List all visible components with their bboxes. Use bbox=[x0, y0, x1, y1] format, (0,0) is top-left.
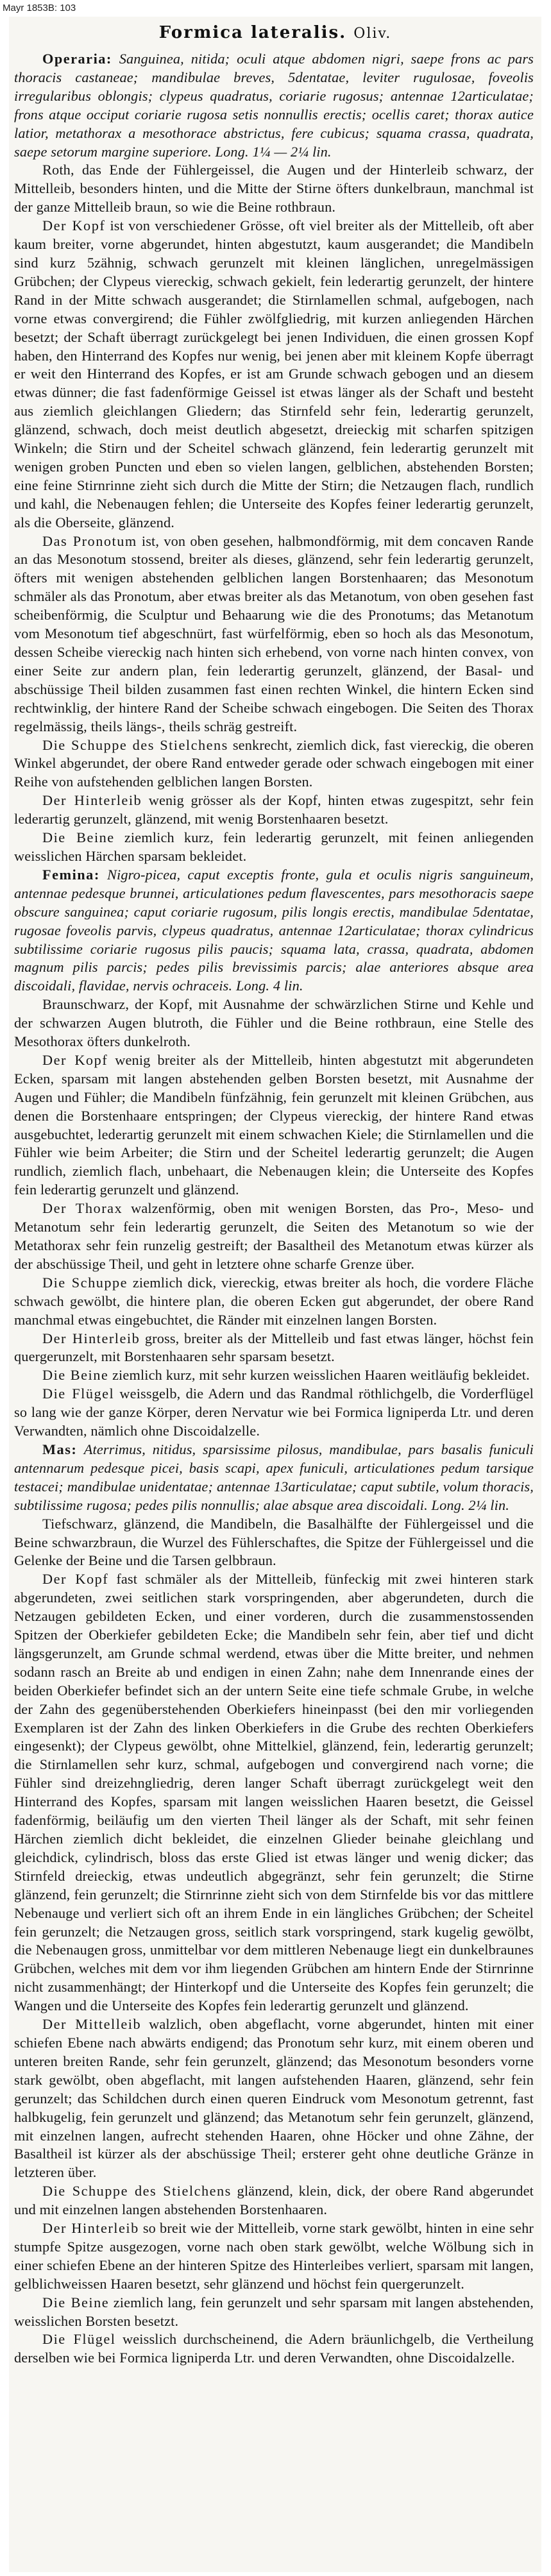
species-author: Oliv. bbox=[353, 26, 392, 42]
paragraph-text: weissgelb, die Adern und das Randmal röthlichgelb, die Vorderflügel so lang wie der ganze Körper, deren Nervatur wie bei Formica ligniperda Ltr. und deren Verwandten, nämlich ohne Discoidalzelle. bbox=[14, 1385, 534, 1439]
paragraph-text: Tiefschwarz, glänzend, die Mandibeln, die Basalhälfte der Fühlergeissel und die Beine schwarzbraun, die Wurzel des Fühlerschaftes, die Spitze der Fühlergeissel und die Gelenke der Beine und die Tarsen gelbbraun. bbox=[14, 1515, 534, 1569]
paragraph-lead: Die Flügel bbox=[42, 2331, 116, 2348]
paragraph-text: ziemlich lang, fein gerunzelt und sehr sparsam mit langen abstehenden, weisslichen Borsten besetzt. bbox=[14, 2294, 534, 2329]
paragraph-text: weisslich durchscheinend, die Adern bräunlichgelb, die Vertheilung derselben wie bei Formica ligniperda Ltr. und deren Verwandten, ohne Discoidalzelle. bbox=[14, 2331, 534, 2366]
paragraph bbox=[14, 1570, 534, 2015]
paragraph-lead: Das Pronotum bbox=[42, 532, 137, 549]
paragraph-lead: Die Beine bbox=[42, 2294, 110, 2310]
paragraph-text: ziemlich dick, viereckig, etwas breiter als hoch, die vordere Fläche schwach gewölbt, die hintere plan, die oberen Ecken gut abgerundet, der obere Rand manchmal etwas eingebuchtet, die Ränder mit einzelnen langen Borsten. bbox=[14, 1274, 534, 1328]
paragraph-lead: Die Flügel bbox=[42, 1385, 115, 1402]
paragraph bbox=[14, 1441, 534, 1515]
paragraph-lead: Der Mittelleib bbox=[42, 2016, 142, 2033]
paragraph-text: ziemlich kurz, fein lederartig gerunzelt, mit feinen anliegenden weisslichen Härchen sparsam bekleidet. bbox=[14, 829, 534, 864]
paragraph bbox=[14, 866, 534, 996]
paragraph-lead: Operaria: bbox=[42, 51, 112, 67]
paragraph-text: gross, breiter als der Mittelleib und fast etwas länger, höchst fein quergerunzelt, mit Borstenhaaren sehr sparsam besetzt. bbox=[14, 1330, 534, 1365]
paragraph bbox=[14, 1385, 534, 1441]
paragraph-text: ziemlich kurz, mit sehr kurzen weisslichen Haaren weitläufig bekleidet. bbox=[112, 1367, 530, 1384]
paragraph-text: Aterrimus, nitidus, sparsissime pilosus, mandibulae, pars basalis funiculi antennarum pedesque picei, basis scapi, apex funiculi, articulationes pedum tarsique testacei; mandibulae unidentatae; antennae 13articulatae; caput subtile, volum thoracis, subtilissime rugosa; pedes pilis nonnullis; alae absque area discoidali. Long. 2¼ lin. bbox=[14, 1441, 534, 1513]
paragraph bbox=[14, 50, 534, 161]
paragraph-lead: Die Schuppe bbox=[42, 1274, 128, 1291]
paragraph-text: fast schmäler als der Mittelleib, fünfeckig mit zwei hinteren stark abgerundeten, zwei seitlichen stark vorspringenden, aber abgerundeten, durch die Netzaugen gebildeten Ecken, und einer vorderen, durch die zusammenstossenden Spitzen der Oberkiefer gebildeten Ecke; die Mandibeln sehr fein, aber tief und dicht längsgerunzelt, am Grunde schmal werdend, etwas über die Mitte breiter, und nehmen sodann rasch an Breite ab und endigen in einen Zahn; nahe dem Innenrande eines der beiden Oberkiefer befindet sich an der untern Seite eine tiefe schmale Grube, in welche der Zahn des gegenüberstehenden Oberkiefers hineinpasst (bei den mir vorliegenden Exemplaren ist der Zahn des linken Oberkiefers in die Grube des rechten Oberkiefers eingesenkt); der Clypeus gewölbt, ohne Mittelkiel, glänzend, fein, lederartig gerunzelt; die Stirnlamellen sehr kurz, schmal, aufgebogen und convergirend nach vorne; die Fühler sind dreizehngliedrig, deren langer Schaft überragt zurückgelegt weit den Hinterrand des Kopfes, sparsam mit langen weisslichen Haaren besetzt, die Geissel fadenförmig, beiläufig um den vierten Theil länger als der Schaft, mit sehr feinen Härchen ziemlich dicht bekleidet, die einzelnen Glieder beinahe gleichlang und gleichdick, cylindrisch, bloss das erste Glied ist etwas länger und wenig dicker; das Stirnfeld dreieckig, etwas undeutlich abgegränzt, sehr fein gerunzelt; die Stirne glänzend, fein gerunzelt; die Stirnrinne zieht sich von dem Stirnfelde bis vor das mittlere Nebenauge und verliert sich oft an ihrem Ende in ein längliches Grübchen; der Scheitel fein gerunzelt; die Netzaugen gross, seitlich stark vorspringend, stark kugelig gewölbt, die Nebenaugen gross, unmittelbar vor dem mittleren Nebenauge liegt ein dunkelbraunes Grübchen, welches mit dem vor ihm liegenden Grübchen am hintern Ende der Stirnrinne nicht zusammenhängt; der Hinterkopf und die Unterseite des Kopfes fein gerunzelt; die Wangen und die Unterseite des Kopfes fein lederartig gerunzelt und glänzend. bbox=[14, 1571, 534, 2014]
scanned-page bbox=[9, 17, 541, 2572]
paragraph bbox=[14, 996, 534, 1051]
paragraph bbox=[14, 2182, 534, 2219]
paragraph-text: glänzend, klein, dick, der obere Rand abgerundet und mit einzelnen langen abstehenden Borstenhaaren. bbox=[14, 2183, 534, 2218]
paragraph-lead: Der Kopf bbox=[42, 1051, 108, 1068]
paragraph-lead: Der Kopf bbox=[42, 1571, 109, 1588]
paragraph-text: Nigro-picea, caput exceptis fronte, gula et oculis nigris sanguineum, antennae pedesque brunnei, articulationes pedum flavescentes, pars mesothoracis saepe obscure sanguinea; caput coriarie rugosum, pilis longis erectis, mandibulae 5dentatae, rugosae foveolis parvis, clypeus quadratus, antennae 12articulatae; thorax cylindricus subtilissime coriarie rugosus pilis paucis; squama lata, crassa, quadrata, abdomen magnum pilis parcis; pedes pilis brevissimis parcis; alae anteriores absque area discoidali, flavidae, nervis ochraceis. Long. 4 lin. bbox=[14, 866, 534, 994]
paragraph bbox=[14, 161, 534, 217]
paragraph-text: Roth, das Ende der Fühlergeissel, die Augen und der Hinterleib schwarz, der Mittelleib, besonders hinten, und die Mitte der Stirne öfters dunkelbraun, manchmal ist der ganze Mittelleib braun, so wie die Beine rothbraun. bbox=[14, 162, 534, 216]
paragraph-lead: Die Beine bbox=[42, 1367, 109, 1384]
paragraph-text: senkrecht, ziemlich dick, fast viereckig, die oberen Winkel abgerundet, der obere Rand entweder gerade oder schwach eingebogen mit einer Reihe von aufstehenden gelblichen langen Borsten. bbox=[14, 736, 534, 790]
paragraph bbox=[14, 736, 534, 792]
paragraph bbox=[14, 1199, 534, 1274]
paragraph bbox=[14, 2294, 534, 2331]
paragraph-lead: Mas: bbox=[42, 1441, 78, 1457]
paragraph bbox=[14, 1515, 534, 1571]
paragraph-text: wenig breiter als der Mittelleib, hinten abgestutzt mit abgerundeten Ecken, sparsam mit langen abstehenden gelben Borsten besetzt, mit Ausnahme der Augen und Fühler; die Mandibeln fünfzähnig, fein gerunzelt mit kleinen Grübchen, aus denen die Borstenhaare entspringen; der Clypeus viereckig, der hintere Rand etwas ausgebuchtet, lederartig gerunzelt mit einem schwachen Kiele; die Stirnlamellen und die Fühler wie beim Arbeiter; die Stirn und der Scheitel lederartig gerunzelt; die Augen rundlich, ziemlich flach, unbehaart, die Nebenaugen klein; die Unterseite des Kopfes fein lederartig gerunzelt und glänzend. bbox=[14, 1051, 534, 1198]
paragraph-text: Braunschwarz, der Kopf, mit Ausnahme der schwärzlichen Stirne und Kehle und der schwarzen Augen blutroth, die Fühler und die Beine rothbraun, eine Stelle des Mesothorax öfters dunkelroth. bbox=[14, 996, 534, 1050]
page-label: Mayr 1853B: 103 bbox=[3, 3, 76, 13]
paragraph bbox=[14, 217, 534, 532]
paragraph-lead: Der Kopf bbox=[42, 217, 106, 234]
paragraph bbox=[14, 1274, 534, 1330]
paragraph bbox=[14, 1051, 534, 1199]
paragraph-lead: Der Hinterleib bbox=[42, 1330, 140, 1346]
paragraph-lead: Der Hinterleib bbox=[42, 2220, 139, 2237]
paragraph-lead: Der Hinterleib bbox=[42, 792, 142, 809]
paragraph-text: ist, von oben gesehen, halbmondförmig, mit dem concaven Rande an das Mesonotum stossend, breiter als dieses, glänzend, sehr fein lederartig gerunzelt, öfters mit wenigen abstehenden gelblichen langen Borstenhaaren; das Mesonotum schmäler als das Pronotum, aber etwas breiter als das Metanotum, von oben gesehen fast scheibenförmig, die Sculptur und Behaarung wie die des Pronotums; das Metanotum vom Mesonotum tief abgeschnürt, fast würfelförmig, eben so hoch als das Mesonotum, dessen Scheibe viereckig nach hinten sich erhebend, von vorne nach hinten convex, von einer Seite zur andern plan, fein lederartig gerunzelt, glänzend, der Basal- und abschüssige Theil bilden zusammen fast einen rechten Winkel, die hintern Ecken sind rechtwinklig, der hintere Rand der Scheibe schwach eingebogen. Die Seiten des Thorax regelmässig, theils längs-, theils schräg gestreift. bbox=[14, 532, 534, 734]
paragraph bbox=[14, 792, 534, 829]
paragraph-lead: Die Schuppe des Stielchens bbox=[42, 736, 228, 753]
paragraph-lead: Die Schuppe des Stielchens bbox=[42, 2183, 232, 2199]
paragraph bbox=[14, 1366, 534, 1385]
paragraph bbox=[14, 2219, 534, 2294]
paragraph-text: ist von verschiedener Grösse, oft viel breiter als der Mittelleib, oft aber kaum breiter, vorne abgerundet, hinten abgestutzt, kaum ausgerandet; die Mandibeln sind kurz 5zähnig, schwach gerunzelt mit kleinen länglichen, unregelmässigen Grübchen; der Clypeus viereckig, schwach gekielt, fein lederartig gerunzelt, der hintere Rand in der Mitte schwach ausgerandet; die Stirnlamellen schmal, aufgebogen, nach vorne etwas convergirend; die Fühler zwölfgliedrig, mit kurzen anliegenden Härchen besetzt; der Schaft überragt zurückgelegt bei jenen Individuen, die einen grossen Kopf haben, den Hinterrand des Kopfes nur wenig, bei jenen aber mit kleinem Kopfe überragt er weit den Hinterrand des Kopfes, er ist am Grunde schwach gebogen und an diesem etwas dünner; die fast fadenförmige Geissel ist etwas länger als der Schaft und besteht aus ziemlich gleichlangen Gliedern; das Stirnfeld sehr fein, lederartig gerunzelt, glänzend, schwach, doch meist deutlich abgesetzt, dreieckig mit scharfen spitzigen Winkeln; die Stirn und der Scheitel schwach glänzend, fein lederartig gerunzelt mit wenigen groben Puncten und eben so vielen langen, gelblichen, abstehenden Borsten; eine feine Stirnrinne zieht sich durch die Mitte der Stirn; die Netzaugen flach, rundlich und kahl, die Nebenaugen fehlen; die Unterseite des Kopfes feiner lederartig gerunzelt, als die Oberseite, glänzend. bbox=[14, 217, 534, 530]
paragraph-lead: Femina: bbox=[42, 866, 100, 883]
paragraph bbox=[14, 2015, 534, 2182]
paragraph-text: wenig grösser als der Kopf, hinten etwas zugespitzt, sehr fein lederartig gerunzelt, glänzend, mit wenig Borstenhaaren besetzt. bbox=[14, 792, 534, 827]
paragraph bbox=[14, 1330, 534, 1367]
paragraph bbox=[14, 2330, 534, 2368]
paragraph-text: walzlich, oben abgeflacht, vorne abgerundet, hinten mit einer schiefen Ebene nach abwärts endigend; das Pronotum sehr kurz, mit einem oberen und unteren breiten Rande, sehr fein gerunzelt, glänzend; das Mesonotum besonders vorne stark gewölbt, oben abgeflacht, mit langen aufstehenden Haaren, glänzend, sehr fein gerunzelt; das Schildchen durch einen queren Eindruck vom Mesonotum getrennt, fast halbkugelig, fein gerunzelt und glänzend; das Metanotum sehr fein gerunzelt, glänzend, mit einzelnen langen, aufrecht stehenden Haaren, ohne Höcker und ohne Zähne, der Basaltheil ist kürzer als der abschüssige Theil; ersterer geht ohne deutliche Gränze in letzteren über. bbox=[14, 2016, 534, 2181]
paragraph-text: so breit wie der Mittelleib, vorne stark gewölbt, hinten in eine sehr stumpfe Spitze ausgezogen, vorne nach oben stark gewölbt, welche Wölbung sich in einer schiefen Ebene an der hinteren Spitze des Hinterleibes verliert, sparsam mit langen, gelblichweissen Haaren besetzt, sehr glänzend und höchst fein quergerunzelt. bbox=[14, 2220, 534, 2292]
species-heading bbox=[9, 23, 541, 42]
paragraph-lead: Der Thorax bbox=[42, 1200, 123, 1217]
species-name: Formica lateralis. bbox=[158, 23, 347, 42]
paragraph-text: Sanguinea, nitida; oculi atque abdomen nigri, saepe frons ac pars thoracis castaneae; mandibulae breves, 5dentatae, leviter rugulosae, foveolis irregularibus oblongis; clypeus quadratus, coriarie rugosus; antennae 12articulatae; frons atque occiput coriarie rugosa setis nonnullis erectis; ocellis caret; thorax autice latior, metathorax a mesothorace abstrictus, fere cubicus; squama crassa, quadrata, saepe setorum margine superiore. Long. 1¼ — 2¼ lin. bbox=[14, 51, 534, 160]
paragraph-lead: Die Beine bbox=[42, 829, 115, 846]
paragraph bbox=[14, 532, 534, 736]
paragraph-text: walzenförmig, oben mit wenigen Borsten, das Pro-, Meso- und Metanotum sehr fein lederartig gerunzelt, die Seiten des Metanotum so wie der Metathorax sehr fein runzelig gestreift; der Basaltheil des Metanotum etwas kürzer als der abschüssige Theil, und geht in letztere ohne scharfe Grenze über. bbox=[14, 1200, 534, 1272]
paragraph bbox=[14, 829, 534, 866]
description-body bbox=[9, 50, 541, 2368]
